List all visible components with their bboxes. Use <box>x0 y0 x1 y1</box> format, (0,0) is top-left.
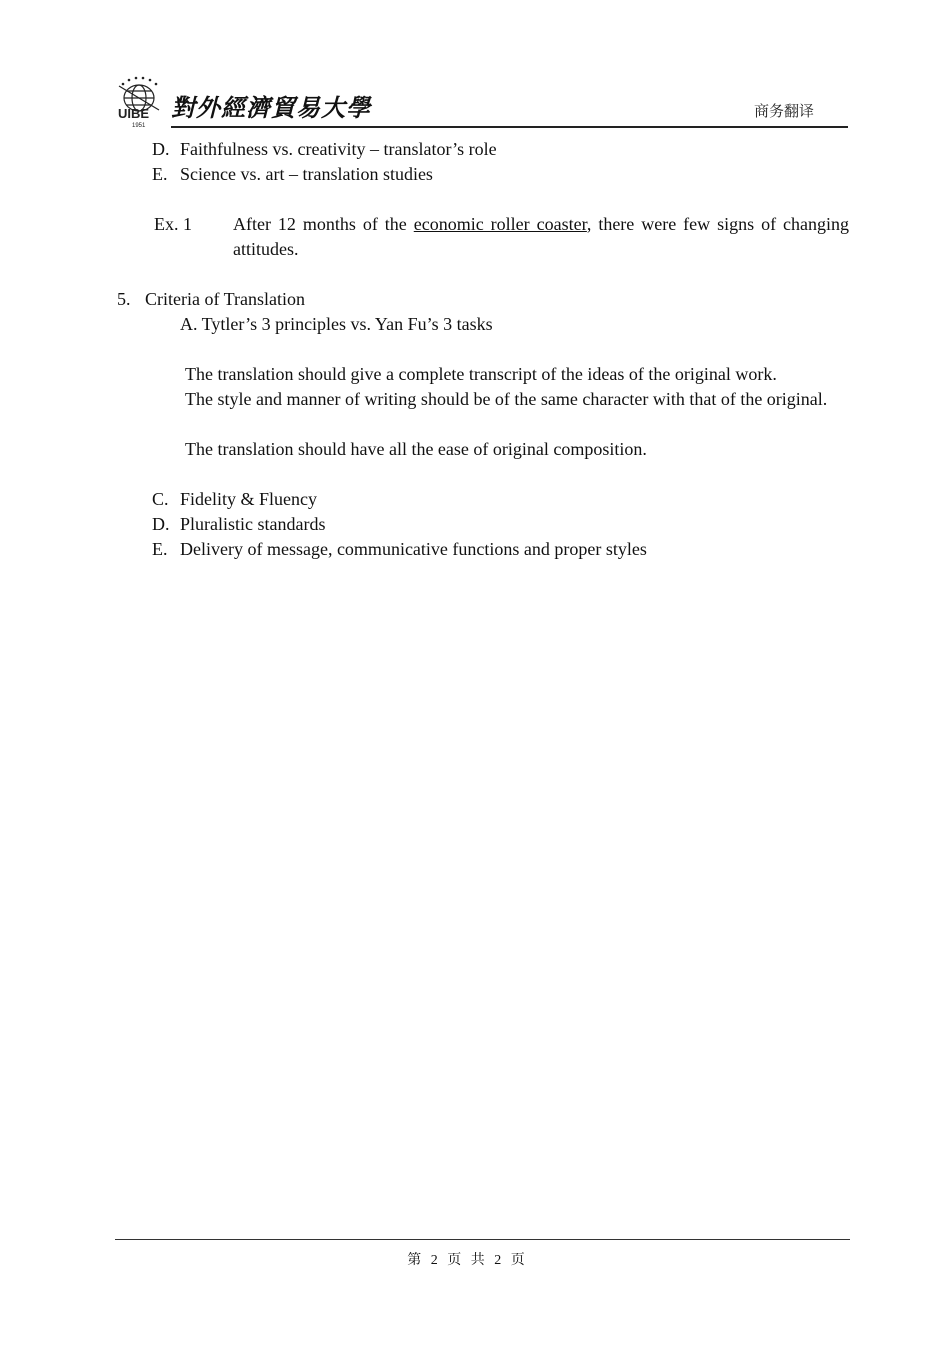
list-item <box>152 487 317 512</box>
section-heading <box>117 287 305 312</box>
page-number: 第 2 页 共 2 页 <box>407 1253 528 1268</box>
svg-text:UIBE: UIBE <box>118 106 150 121</box>
footer-divider <box>115 1239 850 1240</box>
list-text: Pluralistic standards <box>180 514 326 534</box>
list-marker: E. <box>152 539 168 559</box>
university-name: 對外經濟貿易大學 <box>171 93 371 122</box>
principle-item: The translation should have all the ease of original composition. <box>185 439 647 459</box>
list-item <box>152 537 647 562</box>
principle-item: The translation should give a complete transcript of the ideas of the original work. <box>185 364 777 384</box>
university-logo <box>113 76 167 128</box>
list-marker: C. <box>152 489 169 509</box>
page-header <box>113 76 848 130</box>
section-number: 5. <box>117 289 131 309</box>
list-text: Fidelity & Fluency <box>180 489 317 509</box>
course-title: 商务翻译 <box>753 102 814 120</box>
list-text: Science vs. art – translation studies <box>180 164 433 184</box>
example-text-after: , there were few signs of changing attitudes. <box>233 214 849 259</box>
underlined-phrase: economic roller coaster <box>413 214 587 234</box>
principle-item: The style and manner of writing should be of the same character with that of the original. <box>185 389 828 409</box>
list-item <box>152 162 433 187</box>
example-text <box>233 212 849 262</box>
section-subheading: A. Tytler’s 3 principles vs. Yan Fu’s 3 tasks <box>180 314 493 334</box>
list-text: Faithfulness vs. creativity – translator’s role <box>180 139 497 159</box>
list-text: Delivery of message, communicative functions and proper styles <box>180 539 647 559</box>
list-item <box>152 137 497 162</box>
list-marker: D. <box>152 514 170 534</box>
example-text-before: After 12 months of the <box>233 214 414 234</box>
list-marker: E. <box>152 164 168 184</box>
svg-text:1951: 1951 <box>132 123 146 128</box>
section-title: Criteria of Translation <box>145 289 305 309</box>
list-item <box>152 512 325 537</box>
header-divider <box>171 126 848 128</box>
list-marker: D. <box>152 139 170 159</box>
example-label: Ex. 1 <box>154 214 192 234</box>
